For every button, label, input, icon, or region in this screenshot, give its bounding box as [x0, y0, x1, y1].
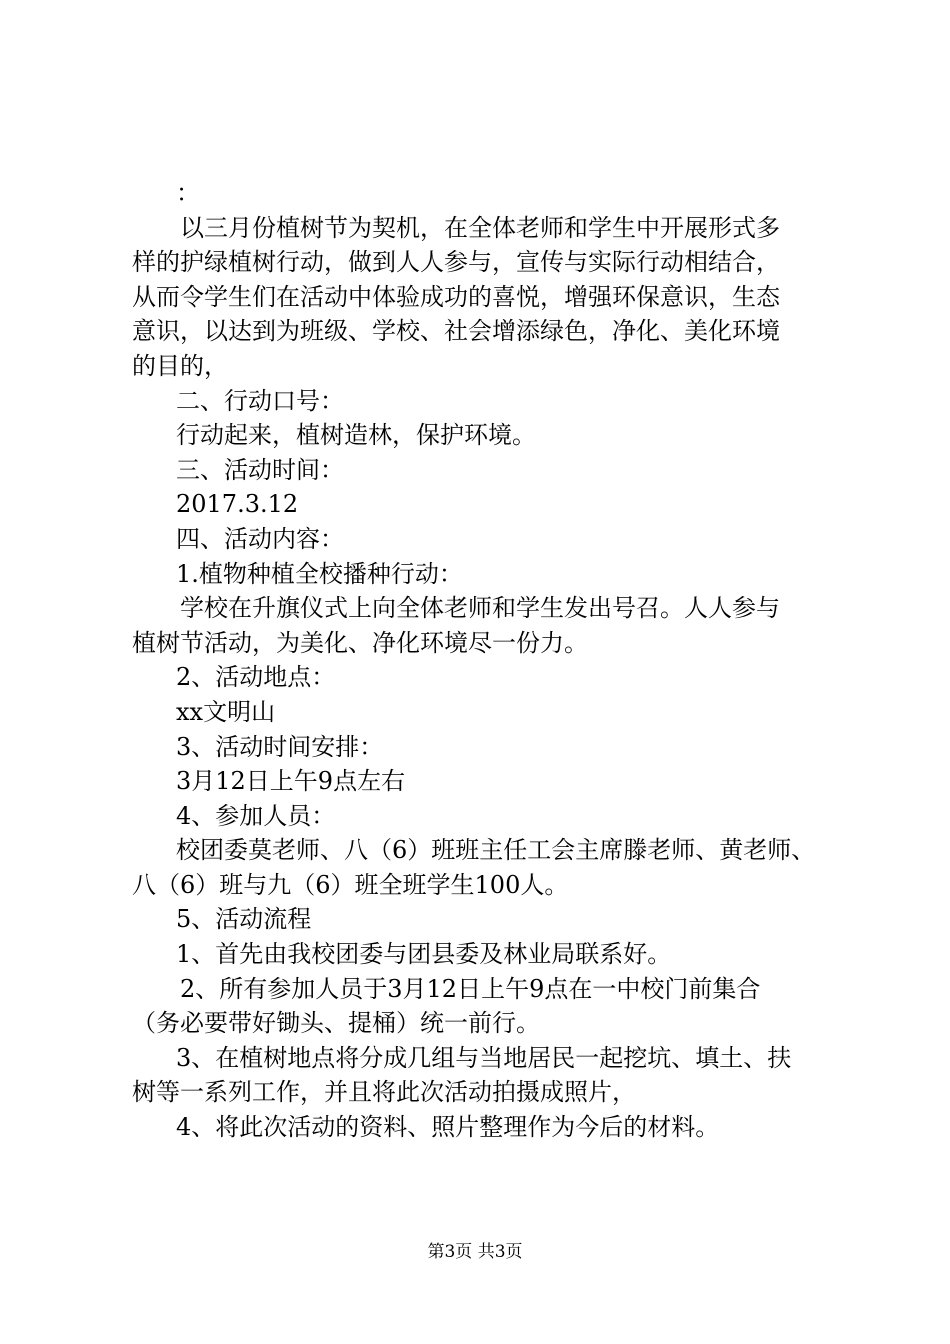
section-heading: 二、行动口号： — [176, 386, 344, 415]
text-line: 1、首先由我校团委与团县委及林业局联系好。 — [176, 940, 672, 969]
text-line: 4、参加人员： — [176, 801, 336, 830]
text-line: （务必要带好锄头、提桶）统一前行。 — [132, 1009, 540, 1038]
text-line: 以三月份植树节为契机，在全体老师和学生中开展形式多 — [180, 213, 780, 242]
text-line: 5、活动流程 — [176, 905, 312, 934]
text-line: 植树节活动，为美化、净化环境尽一份力。 — [132, 628, 588, 657]
page-footer: 第3页 共3页 — [427, 1242, 523, 1262]
text-line: 3、活动时间安排： — [176, 732, 384, 761]
text-line: 3、在植树地点将分成几组与当地居民一起挖坑、填土、扶 — [176, 1043, 792, 1072]
text-line: ： — [176, 179, 200, 207]
text-line: xx文明山 — [176, 697, 276, 726]
document-body — [132, 176, 842, 1145]
text-line: 4、将此次活动的资料、照片整理作为今后的材料。 — [176, 1113, 720, 1142]
text-line: 样的护绿植树行动，做到人人参与，宣传与实际行动相结合， — [132, 248, 780, 277]
text-line: 2、所有参加人员于3月12日上午9点在一中校门前集合 — [180, 974, 761, 1003]
text-line: 树等一系列工作，并且将此次活动拍摄成照片， — [132, 1078, 636, 1107]
section-heading: 三、活动时间： — [176, 455, 344, 484]
text-line: 3月12日上午9点左右 — [176, 767, 406, 796]
text-line: 的目的， — [132, 351, 228, 380]
text-line: 2017.3.12 — [176, 490, 299, 519]
text-line: 行动起来，植树造林，保护环境。 — [176, 421, 536, 450]
text-line: 意识，以达到为班级、学校、社会增添绿色，净化、美化环境 — [132, 317, 780, 346]
text-line: 从而令学生们在活动中体验成功的喜悦，增强环保意识，生态 — [132, 282, 780, 311]
text-line: 八（6）班与九（6）班全班学生100人。 — [132, 870, 569, 899]
text-line: 学校在升旗仪式上向全体老师和学生发出号召。人人参与 — [180, 594, 780, 623]
text-line: 1.植物种植全校播种行动： — [176, 559, 463, 588]
text-line: 2、活动地点： — [176, 663, 336, 692]
section-heading: 四、活动内容： — [176, 524, 344, 553]
text-line: 校团委莫老师、八（6）班班主任工会主席滕老师、黄老师、 — [176, 836, 816, 865]
